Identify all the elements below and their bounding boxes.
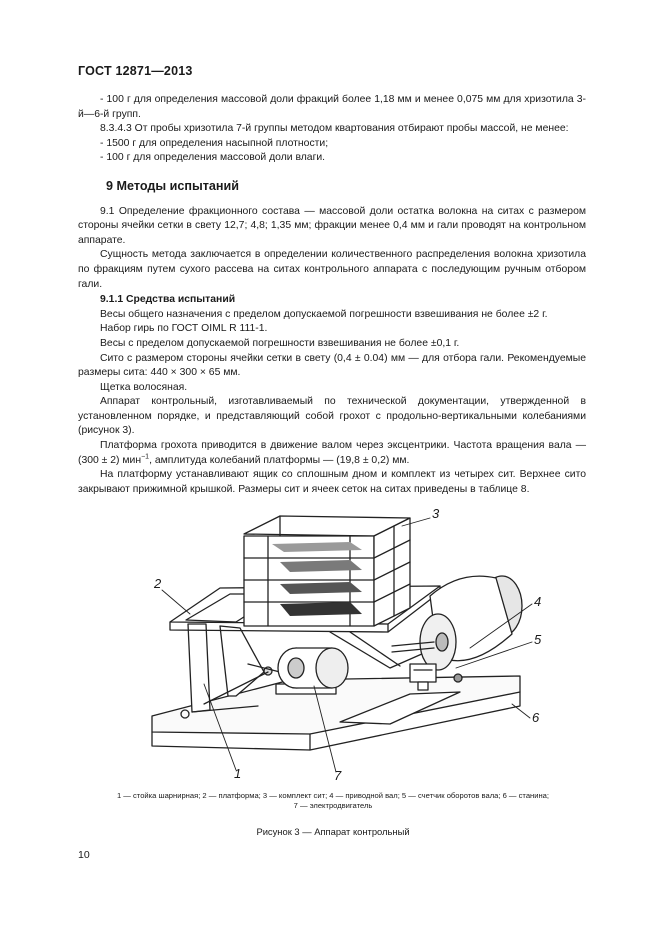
- body-text: [78, 93, 586, 497]
- subsection-heading: 9.1.1 Средства испытаний: [100, 294, 236, 306]
- sieve-stack: [244, 516, 410, 626]
- paragraph: - 100 г для определения массовой доли влаги.: [100, 152, 326, 164]
- text-run: Платформа грохота приводится в движение валом через эксцентрики. Частота вращения вала — (300 ± 2) мин: [78, 440, 586, 466]
- section-heading: 9 Методы испытаний: [106, 178, 239, 193]
- paragraph: 9.1 Определение фракционного состава — массовой доли остатка волокна на ситах с размером стороны ячейки сетки в свету 12,7; 4,8; 1,35 мм; фракции менее 0,4 мм и гали проводят на контрольном аппарате.: [78, 205, 586, 246]
- paragraph: [78, 439, 586, 468]
- paragraph: Весы с пределом допускаемой погрешности взвешивания не более ±0,1 г.: [100, 337, 460, 349]
- figure-apparatus: [140, 496, 560, 786]
- paragraph: Набор гирь по ГОСТ OIML R 111-1.: [100, 323, 268, 335]
- paragraph: - 1500 г для определения насыпной плотности;: [100, 137, 329, 149]
- callout-3: 3: [432, 506, 440, 521]
- page-number: 10: [78, 849, 90, 861]
- paragraph: На платформу устанавливают ящик со сплошным дном и комплект из четырех сит. Верхнее сито закрывают прижимной крышкой. Размеры сит и ячеек сеток на ситах приведены в таблице 8.: [78, 469, 586, 495]
- legend-line: 1 — стойка шарнирная; 2 — платформа; 3 — комплект сит; 4 — приводной вал; 5 — счетчик оборотов вала; 6 — станина;: [116, 791, 550, 800]
- paragraph: Щетка волосяная.: [100, 381, 188, 393]
- callout-2: 2: [154, 576, 162, 591]
- document-code-header: ГОСТ 12871—2013: [78, 64, 193, 78]
- callout-1: 1: [234, 766, 242, 781]
- callout-7: 7: [334, 768, 342, 783]
- paragraph: - 100 г для определения массовой доли фракций более 1,18 мм и менее 0,075 мм для хризотила 3-й—6-й групп.: [78, 94, 586, 120]
- callout-5: 5: [534, 632, 542, 647]
- apparatus-drawing: [140, 496, 560, 786]
- paragraph: Сущность метода заключается в определении количественного распределения волокна хризотила по фракциям путем сухого рассева на ситах контрольного аппарата с последующим ручным отбором гали.: [78, 249, 586, 290]
- paragraph: Весы общего назначения с пределом допускаемой погрешности взвешивания не более ±2 г.: [100, 308, 548, 320]
- callout-6: 6: [532, 710, 540, 725]
- paragraph: Аппарат контрольный, изготавливаемый по технической документации, утвержденной в установленном порядке, и представляющий собой грохот с продольно-вертикальными колебаниями (рисунок 3).: [78, 396, 586, 437]
- paragraph: 8.3.4.3 От пробы хризотила 7-й группы методом квартования отбирают пробы массой, не менее:: [100, 123, 569, 135]
- paragraph: Сито с размером стороны ячейки сетки в свету (0,4 ± 0.04) мм — для отбора гали. Рекомендуемые размеры сита: 440 × 300 × 65 мм.: [78, 352, 586, 379]
- legend-line: 7 — электродвигатель: [293, 801, 373, 811]
- callout-4: 4: [534, 594, 542, 609]
- figure-legend: [78, 791, 588, 812]
- text-run: , амплитуда колебаний платформы — (19,8 ± 0,2) мм.: [149, 454, 410, 466]
- electric-motor: [276, 648, 348, 694]
- figure-title: Рисунок 3 — Аппарат контрольный: [256, 826, 410, 837]
- superscript: −1: [141, 453, 150, 461]
